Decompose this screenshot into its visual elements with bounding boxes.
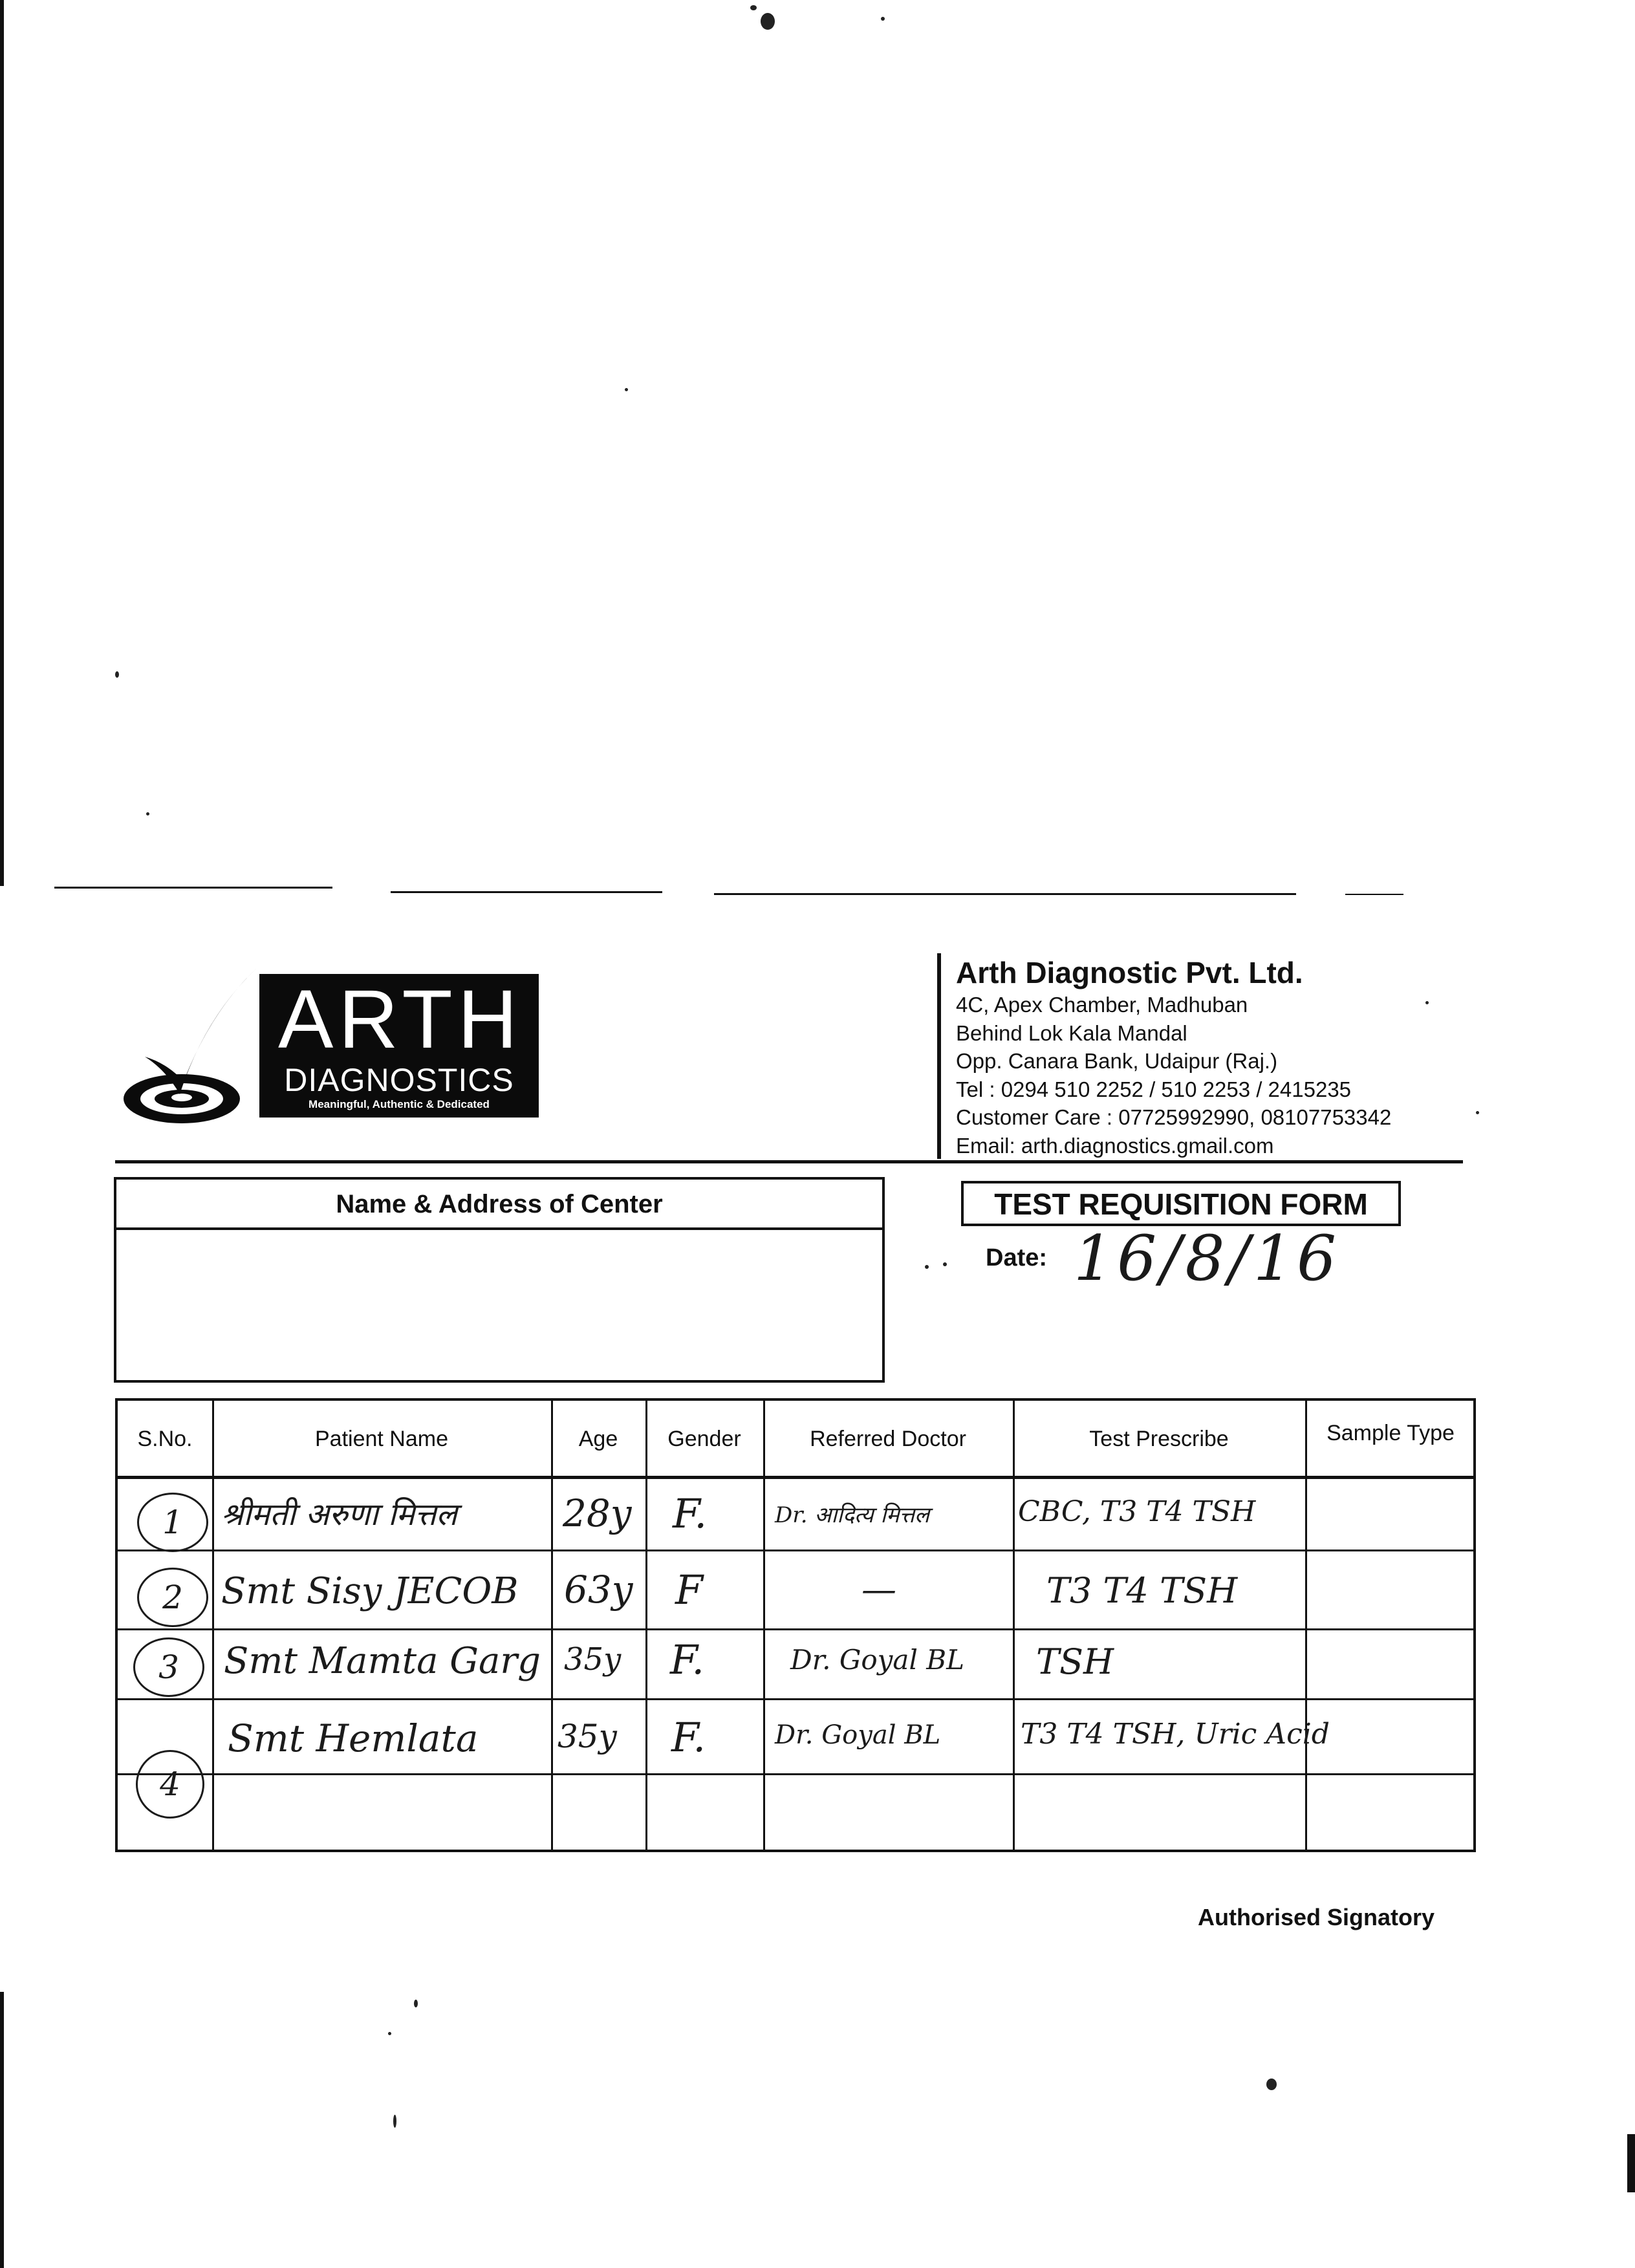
scan-edge: [0, 1992, 4, 2268]
address-line: 4C, Apex Chamber, Madhuban: [956, 993, 1248, 1017]
company-name: Arth Diagnostic Pvt. Ltd.: [956, 956, 1303, 989]
fold-line: [391, 891, 662, 893]
header-sample-type: Sample Type: [1326, 1421, 1455, 1445]
requisition-table: [115, 1398, 1476, 1852]
date-label: Date:: [986, 1244, 1048, 1271]
scan-speck: [881, 17, 885, 21]
table-row-gender: F.: [670, 1636, 705, 1683]
center-address-box: [114, 1177, 885, 1383]
table-row-divider: [118, 1550, 1473, 1551]
logo-tagline: Meaningful, Authentic & Dedicated: [309, 1098, 490, 1110]
address-line: Opp. Canara Bank, Udaipur (Raj.): [956, 1049, 1278, 1073]
customer-care-line: Customer Care : 07725992990, 08107753342: [956, 1105, 1392, 1129]
table-row-age: 63y: [564, 1568, 633, 1612]
header-test-prescribe: Test Prescribe: [1089, 1427, 1229, 1451]
scan-edge: [1627, 2134, 1635, 2192]
header-sno: S.No.: [137, 1427, 193, 1451]
table-row-doctor: Dr. Goyal BL: [775, 1720, 941, 1750]
scan-speck: [625, 388, 628, 391]
scan-speck: [146, 812, 149, 815]
logo-subbrand: DIAGNOSTICS: [284, 1062, 514, 1098]
table-row-doctor: Dr. आदित्य मित्तल: [775, 1502, 930, 1528]
table-row-divider: [118, 1628, 1473, 1630]
table-row-sno: 2: [137, 1568, 208, 1627]
logo-brand: ARTH: [277, 973, 523, 1066]
center-address-field[interactable]: [129, 1242, 867, 1365]
table-row-patient: Smt Mamta Garg: [224, 1640, 541, 1682]
scan-speck: [414, 2000, 418, 2007]
target-checkmark-icon: [120, 966, 276, 1128]
fold-line: [1345, 894, 1403, 895]
table-row-divider: [118, 1698, 1473, 1700]
scan-speck: [115, 671, 119, 678]
table-row-sno: 3: [133, 1637, 204, 1697]
authorised-signatory-label: Authorised Signatory: [1198, 1904, 1435, 1930]
email-line: Email: arth.diagnostics.gmail.com: [956, 1133, 1274, 1158]
table-row-sno: 4: [136, 1750, 204, 1819]
table-row-doctor: Dr. Goyal BL: [790, 1644, 964, 1676]
header-gender: Gender: [667, 1427, 741, 1451]
scan-edge: [0, 0, 4, 886]
header-divider: [937, 953, 941, 1159]
table-row-gender: F.: [673, 1490, 708, 1537]
table-column-divider: [1305, 1401, 1307, 1850]
date-value[interactable]: 16/8/16: [1074, 1222, 1341, 1295]
table-row-age: 35y: [564, 1641, 622, 1678]
scan-speck: [1266, 2079, 1277, 2090]
table-row-patient: श्रीमती अरुणा मित्तल: [221, 1496, 457, 1533]
table-row-tests: T3 T4 TSH, Uric Acid: [1021, 1718, 1330, 1751]
company-logo: [120, 966, 547, 1128]
header-age: Age: [578, 1427, 618, 1451]
fold-line: [714, 893, 1296, 895]
table-row-tests: TSH: [1036, 1641, 1114, 1682]
scan-speck: [943, 1262, 947, 1266]
center-box-title: Name & Address of Center: [116, 1180, 882, 1230]
header-referred-doctor: Referred Doctor: [810, 1427, 966, 1451]
table-row-tests: CBC, T3 T4 TSH: [1018, 1495, 1256, 1528]
company-info: [956, 955, 1538, 1160]
fold-line: [54, 887, 332, 889]
table-row-tests: T3 T4 TSH: [1046, 1570, 1238, 1611]
table-row-patient: Smt Sisy JECOB: [221, 1570, 519, 1612]
table-row-sno: 1: [137, 1493, 208, 1552]
form-title: TEST REQUISITION FORM: [961, 1181, 1401, 1226]
table-row-doctor: —: [861, 1569, 896, 1610]
scan-speck: [393, 2115, 396, 2128]
scan-speck: [925, 1265, 929, 1269]
scan-speck: [750, 5, 757, 10]
table-row-divider: [118, 1773, 1473, 1775]
table-row-age: 28y: [563, 1491, 632, 1535]
table-row-gender: F: [675, 1566, 704, 1614]
table-row-age: 35y: [558, 1718, 617, 1755]
header-rule: [115, 1160, 1463, 1163]
table-row-patient: Smt Hemlata: [228, 1716, 479, 1760]
address-line: Behind Lok Kala Mandal: [956, 1021, 1187, 1045]
header-patient-name: Patient Name: [315, 1427, 448, 1451]
scan-speck: [761, 13, 775, 30]
logo-wordmark-box: [259, 974, 539, 1118]
phone-line: Tel : 0294 510 2252 / 510 2253 / 2415235: [956, 1077, 1352, 1101]
table-row-gender: F.: [671, 1714, 706, 1761]
scan-speck: [388, 2032, 391, 2035]
